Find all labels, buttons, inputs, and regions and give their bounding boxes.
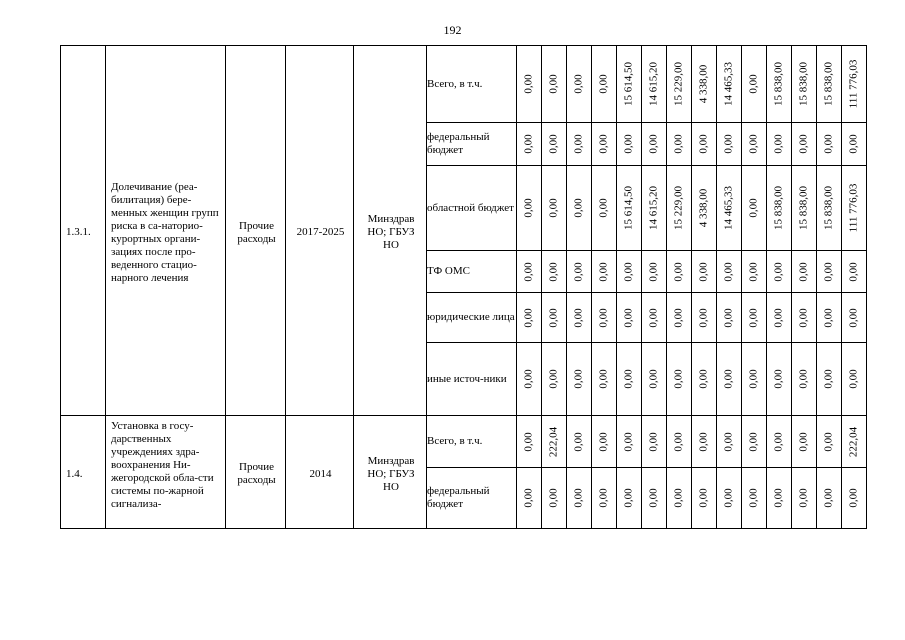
value-text: 15 614,50 — [622, 62, 635, 106]
value-text: 0,00 — [747, 307, 760, 328]
value-cell — [667, 251, 692, 293]
value-text: 0,00 — [722, 431, 735, 452]
value-text: 0,00 — [572, 261, 585, 282]
entry-title — [106, 416, 226, 529]
value-cell — [717, 293, 742, 343]
value-text: 0,00 — [747, 261, 760, 282]
value-cell — [842, 293, 867, 343]
entry-title — [106, 46, 226, 416]
value-cell — [717, 251, 742, 293]
value-text: 0,00 — [747, 369, 760, 389]
entry-title-text: Установка в госу-дарственных учреждениях здра-воохранения Ни-жегородской обла-сти системы по-жарной сигнализа- — [111, 420, 214, 510]
value-cell — [617, 46, 642, 123]
value-cell — [517, 416, 542, 468]
entry-period-text: 2014 — [309, 467, 332, 480]
value-cell — [617, 123, 642, 166]
value-text: 0,00 — [847, 369, 860, 389]
value-cell — [692, 123, 717, 166]
value-text: 4 338,00 — [697, 64, 710, 104]
value-cell — [617, 343, 642, 416]
value-cell — [517, 166, 542, 251]
value-text: 0,00 — [747, 74, 760, 94]
value-cell — [767, 343, 792, 416]
value-text: 0,00 — [847, 134, 860, 154]
value-text: 0,00 — [522, 261, 535, 282]
value-text: 15 838,00 — [772, 186, 785, 230]
value-cell — [792, 468, 817, 529]
value-cell — [842, 251, 867, 293]
funding-source: федеральный бюджет — [427, 123, 517, 166]
value-cell — [742, 123, 767, 166]
value-text: 0,00 — [547, 488, 560, 508]
value-text: 0,00 — [572, 369, 585, 389]
value-text: 0,00 — [822, 307, 835, 328]
value-cell — [617, 416, 642, 468]
value-text: 0,00 — [597, 369, 610, 389]
value-text: 0,00 — [597, 488, 610, 508]
value-cell — [592, 416, 617, 468]
value-text: 14 615,20 — [647, 62, 660, 106]
value-text: 0,00 — [522, 198, 535, 218]
value-text: 0,00 — [722, 369, 735, 389]
value-cell — [592, 343, 617, 416]
page-number: 192 — [443, 23, 462, 37]
value-text: 0,00 — [697, 369, 710, 389]
value-cell — [542, 251, 567, 293]
value-text: 0,00 — [822, 488, 835, 508]
value-cell — [817, 46, 842, 123]
value-text: 0,00 — [622, 431, 635, 452]
value-text: 0,00 — [597, 134, 610, 154]
value-text: 0,00 — [547, 134, 560, 154]
value-cell — [742, 416, 767, 468]
value-text: 0,00 — [647, 307, 660, 328]
value-text: 14 465,33 — [722, 62, 735, 106]
funding-source: федеральный бюджет — [427, 468, 517, 529]
funding-source: Всего, в т.ч. — [427, 46, 517, 123]
entry-executor-text: Минздрав НО; ГБУЗ НО — [367, 213, 415, 251]
value-text: 0,00 — [597, 307, 610, 328]
funding-source: юридические лица — [427, 293, 517, 343]
entry-code-text: 1.4. — [66, 467, 83, 480]
funding-source: иные источ-ники — [427, 343, 517, 416]
entry-period — [286, 46, 354, 416]
value-text: 15 229,00 — [672, 186, 685, 230]
value-cell — [642, 166, 667, 251]
value-cell — [742, 46, 767, 123]
value-text: 0,00 — [672, 431, 685, 452]
value-text: 14 615,20 — [647, 186, 660, 230]
value-text: 0,00 — [572, 431, 585, 452]
funding-source: Всего, в т.ч. — [427, 416, 517, 468]
value-cell — [842, 416, 867, 468]
value-cell — [817, 123, 842, 166]
value-text: 15 838,00 — [822, 186, 835, 230]
value-cell — [792, 251, 817, 293]
value-cell — [717, 468, 742, 529]
value-cell — [842, 123, 867, 166]
funding-source: ТФ ОМС — [427, 251, 517, 293]
value-cell — [542, 293, 567, 343]
entry-code — [61, 46, 106, 416]
value-text: 0,00 — [747, 134, 760, 154]
entry-expense-type — [226, 46, 286, 416]
value-cell — [692, 46, 717, 123]
value-text: 0,00 — [747, 431, 760, 452]
value-cell — [792, 166, 817, 251]
value-cell — [717, 123, 742, 166]
value-text: 0,00 — [522, 488, 535, 508]
value-text: 0,00 — [547, 307, 560, 328]
entry-executor — [354, 416, 427, 529]
value-cell — [667, 123, 692, 166]
value-text: 0,00 — [672, 261, 685, 282]
value-cell — [667, 416, 692, 468]
value-text: 0,00 — [647, 261, 660, 282]
value-text: 0,00 — [672, 488, 685, 508]
value-cell — [767, 123, 792, 166]
funding-source: областной бюджет — [427, 166, 517, 251]
value-text: 0,00 — [697, 307, 710, 328]
value-cell — [692, 166, 717, 251]
value-cell — [767, 468, 792, 529]
value-text: 15 614,50 — [622, 186, 635, 230]
value-cell — [717, 343, 742, 416]
value-text: 0,00 — [597, 431, 610, 452]
value-cell — [592, 46, 617, 123]
value-cell — [642, 293, 667, 343]
value-cell — [542, 416, 567, 468]
value-text: 0,00 — [697, 134, 710, 154]
value-cell — [792, 46, 817, 123]
value-text: 0,00 — [522, 369, 535, 389]
value-text: 0,00 — [672, 369, 685, 389]
entry-title-text: Долечивание (реа-билитация) бере-менных женщин групп риска в са-наторио-курортных органи-зациях после про-веденного стацио-нарного лечения — [111, 180, 219, 284]
value-cell — [567, 166, 592, 251]
value-cell — [767, 166, 792, 251]
entry-code-text: 1.3.1. — [66, 226, 91, 238]
value-cell — [567, 416, 592, 468]
value-text: 15 229,00 — [672, 62, 685, 106]
value-text: 0,00 — [622, 134, 635, 154]
value-cell — [792, 416, 817, 468]
value-text: 0,00 — [722, 307, 735, 328]
value-cell — [592, 166, 617, 251]
value-cell — [542, 123, 567, 166]
value-cell — [692, 251, 717, 293]
value-text: 0,00 — [772, 369, 785, 389]
entry-executor-text: Минздрав НО; ГБУЗ НО — [367, 454, 415, 493]
value-cell — [792, 343, 817, 416]
value-text: 0,00 — [547, 261, 560, 282]
value-cell — [617, 468, 642, 529]
value-text: 0,00 — [647, 431, 660, 452]
value-cell — [667, 468, 692, 529]
value-cell — [667, 293, 692, 343]
value-cell — [742, 343, 767, 416]
value-text: 0,00 — [697, 431, 710, 452]
value-cell — [692, 293, 717, 343]
value-cell — [567, 468, 592, 529]
entry-executor — [354, 46, 427, 416]
value-text: 0,00 — [772, 307, 785, 328]
value-text: 0,00 — [647, 369, 660, 389]
table-row — [61, 46, 867, 123]
value-text: 15 838,00 — [822, 62, 835, 106]
value-text: 0,00 — [797, 369, 810, 389]
value-cell — [767, 293, 792, 343]
value-text: 0,00 — [672, 307, 685, 328]
value-text: 0,00 — [847, 488, 860, 508]
value-cell — [767, 46, 792, 123]
value-cell — [817, 166, 842, 251]
value-cell — [617, 251, 642, 293]
value-text: 0,00 — [722, 134, 735, 154]
value-text: 111 776,03 — [847, 183, 860, 233]
entry-expense-type-text: Прочие расходы — [237, 219, 276, 245]
value-text: 0,00 — [597, 198, 610, 218]
value-text: 0,00 — [647, 488, 660, 508]
value-cell — [517, 468, 542, 529]
value-cell — [742, 293, 767, 343]
value-text: 0,00 — [797, 488, 810, 508]
value-text: 0,00 — [697, 488, 710, 508]
value-text: 0,00 — [797, 261, 810, 282]
value-cell — [817, 293, 842, 343]
value-cell — [742, 166, 767, 251]
value-cell — [742, 468, 767, 529]
value-text: 0,00 — [622, 261, 635, 282]
value-text: 0,00 — [822, 261, 835, 282]
value-text: 0,00 — [822, 369, 835, 389]
value-cell — [842, 166, 867, 251]
value-text: 4 338,00 — [697, 188, 710, 228]
value-cell — [667, 166, 692, 251]
value-text: 0,00 — [672, 134, 685, 154]
value-text: 0,00 — [772, 431, 785, 452]
value-cell — [542, 166, 567, 251]
value-text: 0,00 — [722, 488, 735, 508]
value-cell — [817, 416, 842, 468]
value-cell — [592, 251, 617, 293]
value-text: 0,00 — [572, 198, 585, 218]
value-cell — [792, 123, 817, 166]
value-cell — [842, 46, 867, 123]
value-text: 0,00 — [547, 198, 560, 218]
value-text: 0,00 — [822, 134, 835, 154]
value-text: 14 465,33 — [722, 186, 735, 230]
value-cell — [542, 468, 567, 529]
value-text: 0,00 — [647, 134, 660, 154]
value-text: 0,00 — [572, 134, 585, 154]
value-cell — [717, 166, 742, 251]
value-cell — [517, 293, 542, 343]
value-cell — [767, 251, 792, 293]
value-text: 0,00 — [597, 74, 610, 94]
value-cell — [567, 46, 592, 123]
value-cell — [642, 468, 667, 529]
value-cell — [692, 343, 717, 416]
value-text: 0,00 — [747, 488, 760, 508]
value-cell — [692, 416, 717, 468]
value-text: 0,00 — [622, 307, 635, 328]
value-cell — [717, 46, 742, 123]
value-cell — [542, 343, 567, 416]
value-text: 0,00 — [622, 488, 635, 508]
value-cell — [817, 468, 842, 529]
value-text: 0,00 — [572, 488, 585, 508]
value-cell — [517, 123, 542, 166]
value-cell — [642, 343, 667, 416]
value-cell — [742, 251, 767, 293]
value-text: 111 776,03 — [847, 59, 860, 109]
value-cell — [792, 293, 817, 343]
entry-period — [286, 416, 354, 529]
value-text: 15 838,00 — [797, 62, 810, 106]
value-text: 0,00 — [522, 307, 535, 328]
value-text: 0,00 — [522, 134, 535, 154]
value-cell — [667, 46, 692, 123]
value-text: 0,00 — [822, 431, 835, 452]
value-text: 15 838,00 — [797, 186, 810, 230]
value-text: 0,00 — [522, 431, 535, 452]
value-text: 0,00 — [547, 74, 560, 94]
value-cell — [517, 343, 542, 416]
value-cell — [592, 123, 617, 166]
entry-expense-type-text: Прочие расходы — [237, 461, 276, 486]
value-cell — [642, 251, 667, 293]
value-cell — [692, 468, 717, 529]
value-text: 0,00 — [847, 261, 860, 282]
value-text: 0,00 — [772, 134, 785, 154]
value-cell — [567, 251, 592, 293]
value-cell — [617, 166, 642, 251]
value-text: 0,00 — [697, 261, 710, 282]
value-cell — [642, 416, 667, 468]
table-row — [61, 416, 867, 468]
value-text: 0,00 — [797, 307, 810, 328]
value-text: 0,00 — [572, 307, 585, 328]
value-cell — [667, 343, 692, 416]
value-cell — [592, 468, 617, 529]
value-text: 0,00 — [797, 431, 810, 452]
value-text: 0,00 — [747, 198, 760, 218]
value-cell — [617, 293, 642, 343]
value-cell — [842, 468, 867, 529]
value-text: 15 838,00 — [772, 62, 785, 106]
value-cell — [517, 251, 542, 293]
value-text: 0,00 — [847, 307, 860, 328]
value-text: 0,00 — [797, 134, 810, 154]
value-text: 222,04 — [547, 426, 560, 457]
value-text: 0,00 — [522, 74, 535, 94]
value-text: 0,00 — [572, 74, 585, 94]
value-cell — [817, 343, 842, 416]
budget-table — [60, 45, 867, 529]
entry-expense-type — [226, 416, 286, 529]
value-text: 0,00 — [772, 488, 785, 508]
value-cell — [842, 343, 867, 416]
value-cell — [567, 293, 592, 343]
value-cell — [642, 46, 667, 123]
value-text: 0,00 — [622, 369, 635, 389]
value-cell — [517, 46, 542, 123]
value-cell — [717, 416, 742, 468]
value-cell — [542, 46, 567, 123]
value-cell — [767, 416, 792, 468]
value-text: 0,00 — [772, 261, 785, 282]
value-cell — [817, 251, 842, 293]
value-cell — [567, 123, 592, 166]
value-text: 0,00 — [722, 261, 735, 282]
value-text: 0,00 — [547, 369, 560, 389]
value-text: 222,04 — [847, 426, 860, 457]
value-cell — [567, 343, 592, 416]
value-cell — [642, 123, 667, 166]
entry-code — [61, 416, 106, 529]
value-cell — [592, 293, 617, 343]
entry-period-text: 2017-2025 — [296, 226, 345, 238]
value-text: 0,00 — [597, 261, 610, 282]
